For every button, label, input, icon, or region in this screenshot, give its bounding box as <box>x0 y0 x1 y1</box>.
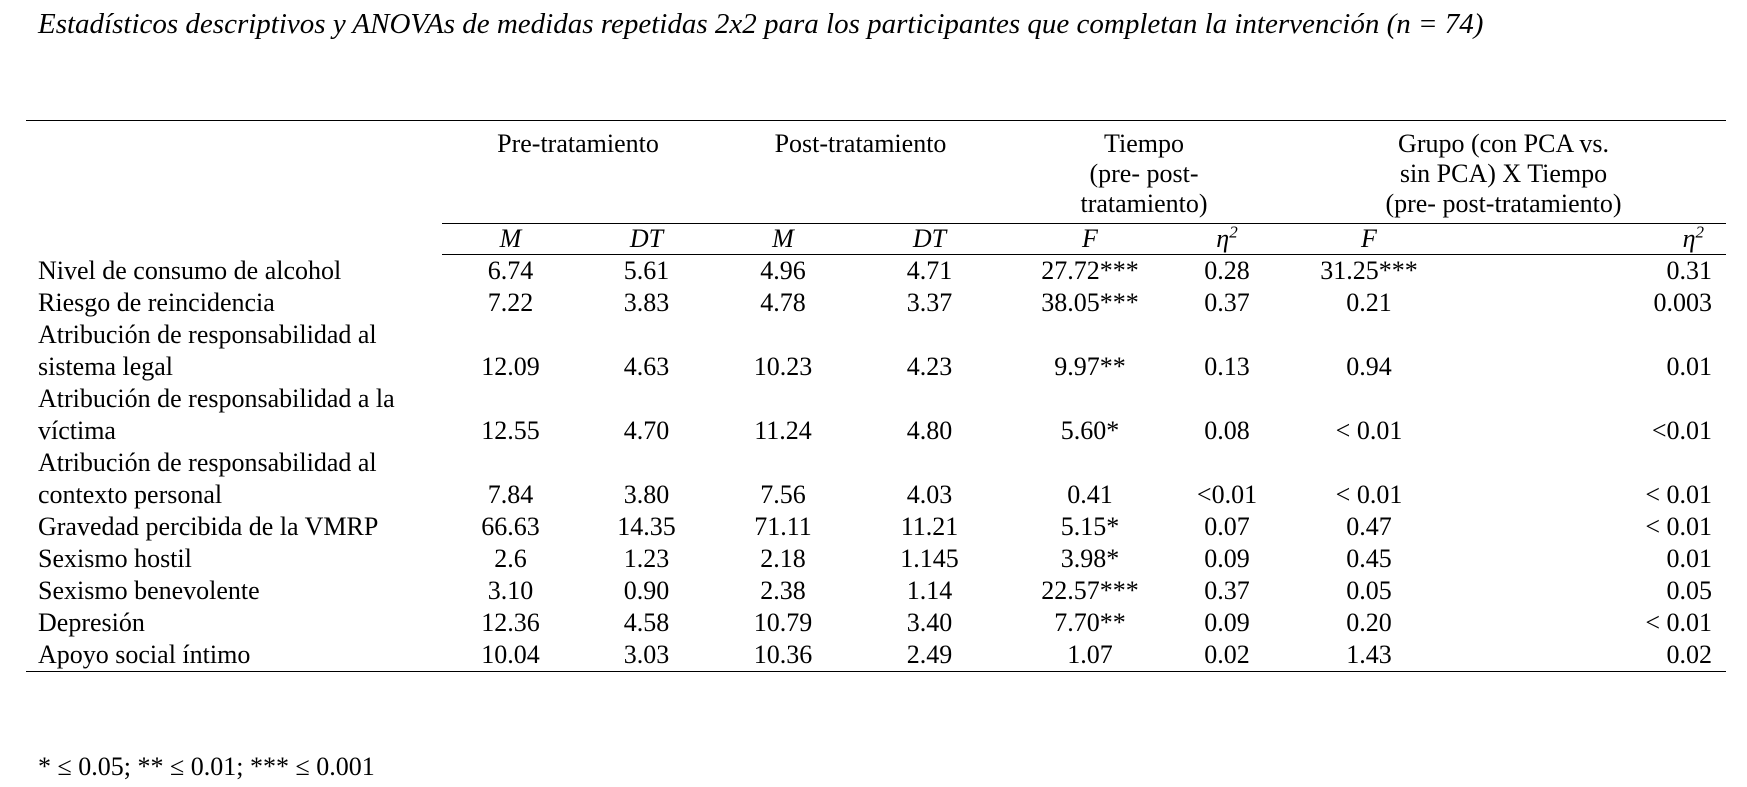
header-group-pre <box>442 121 714 224</box>
significance-note: * ≤ 0.05; ** ≤ 0.01; *** ≤ 0.001 <box>38 752 375 781</box>
cell-eta-interaccion: 0.01 <box>1666 544 1712 573</box>
row-label: Atribución de responsabilidad a la víctima <box>38 384 395 445</box>
cell-dt-post: 1.14 <box>906 576 953 605</box>
cell-f-tiempo: 9.97** <box>1054 352 1126 381</box>
cell-eta-tiempo: 0.08 <box>1204 416 1250 445</box>
cell-f-tiempo: 27.72*** <box>1041 256 1139 285</box>
cell-dt-pre: 4.63 <box>623 352 670 381</box>
row-label: Sexismo hostil <box>38 544 192 573</box>
header-empty-cell <box>26 121 442 224</box>
table-row <box>26 511 1726 543</box>
cell-dt-post: 4.03 <box>906 480 953 509</box>
cell-eta-tiempo: 0.13 <box>1204 352 1250 381</box>
cell-f-tiempo: 5.60* <box>1060 416 1120 445</box>
header-group-post <box>714 121 1007 224</box>
cell-f-interaccion: 1.43 <box>1281 639 1457 672</box>
cell-dt-pre: 0.90 <box>623 576 670 605</box>
cell-eta-interaccion: < 0.01 <box>1645 608 1712 637</box>
table-row <box>26 383 1726 447</box>
cell-eta-tiempo: 0.37 <box>1204 576 1250 605</box>
eta-superscript: 2 <box>1229 222 1238 242</box>
cell-eta-tiempo: 0.07 <box>1204 512 1250 541</box>
cell-m-post: 7.56 <box>760 480 806 509</box>
header-group-tiempo-line-2: (pre- post- <box>1089 159 1199 188</box>
cell-eta-interaccion: <0.01 <box>1651 416 1712 445</box>
cell-f-tiempo: 1.07 <box>1007 639 1173 672</box>
header-stat-row <box>26 224 1726 255</box>
header-stat-eta-tiempo <box>1173 224 1281 255</box>
cell-f-tiempo: 7.70** <box>1054 608 1126 637</box>
cell-eta-interaccion: 0.02 <box>1457 639 1726 672</box>
cell-f-interaccion: 31.25*** <box>1320 256 1418 285</box>
header-group-interaccion-line-2: sin PCA) X Tiempo <box>1399 159 1608 188</box>
cell-f-interaccion: 0.45 <box>1346 544 1392 573</box>
cell-eta-interaccion: 0.05 <box>1666 576 1712 605</box>
cell-f-interaccion: < 0.01 <box>1335 416 1403 445</box>
row-label: Nivel de consumo de alcohol <box>38 256 342 285</box>
cell-m-pre: 12.55 <box>481 416 540 445</box>
cell-dt-pre: 14.35 <box>617 512 676 541</box>
cell-dt-pre: 3.80 <box>623 480 670 509</box>
row-label: Atribución de responsabilidad al sistema legal <box>38 320 377 381</box>
cell-eta-interaccion: 0.01 <box>1666 352 1712 381</box>
cell-eta-tiempo: 0.02 <box>1173 639 1281 672</box>
cell-dt-post: 3.37 <box>906 288 953 317</box>
header-group-row <box>26 121 1726 224</box>
header-group-post-line: Post-tratamiento <box>774 129 947 158</box>
cell-m-post: 10.23 <box>753 352 813 381</box>
cell-f-interaccion: 0.20 <box>1346 608 1392 637</box>
row-label: Atribución de responsabilidad al contexto personal <box>38 448 377 509</box>
cell-m-pre: 7.22 <box>487 288 534 317</box>
cell-dt-post: 2.49 <box>852 639 1007 672</box>
cell-f-interaccion: 0.05 <box>1346 576 1392 605</box>
cell-dt-pre: 4.58 <box>623 608 670 637</box>
header-group-tiempo-line-1: Tiempo <box>1104 129 1184 158</box>
row-label: Riesgo de reincidencia <box>38 288 275 317</box>
cell-dt-post: 1.145 <box>900 544 959 573</box>
cell-dt-post: 4.80 <box>906 416 953 445</box>
row-label: Gravedad percibida de la VMRP <box>38 512 379 541</box>
header-stat-dt-post: DT <box>852 224 1007 255</box>
cell-f-interaccion: 0.47 <box>1346 512 1392 541</box>
cell-eta-interaccion: 0.31 <box>1666 256 1712 285</box>
cell-m-pre: 3.10 <box>487 576 534 605</box>
cell-f-tiempo: 5.15* <box>1060 512 1120 541</box>
cell-eta-tiempo: 0.37 <box>1204 288 1250 317</box>
cell-eta-tiempo: <0.01 <box>1196 480 1258 509</box>
cell-m-post: 4.78 <box>760 288 806 317</box>
cell-f-tiempo: 38.05*** <box>1041 288 1139 317</box>
cell-m-pre: 6.74 <box>487 256 534 285</box>
header-group-tiempo-line-3: tratamiento) <box>1080 189 1208 218</box>
header-stat-dt-pre: DT <box>579 224 714 255</box>
cell-dt-post: 3.40 <box>906 608 953 637</box>
header-stat-m-post: M <box>714 224 852 255</box>
cell-dt-post: 4.71 <box>906 256 953 285</box>
cell-dt-pre: 1.23 <box>623 544 670 573</box>
cell-dt-pre: 4.70 <box>623 416 670 445</box>
cell-f-tiempo: 0.41 <box>1067 480 1113 509</box>
cell-f-interaccion: 0.21 <box>1346 288 1392 317</box>
cell-m-post: 71.11 <box>754 512 812 541</box>
cell-dt-post: 4.23 <box>906 352 953 381</box>
cell-f-interaccion: < 0.01 <box>1335 480 1403 509</box>
cell-dt-pre: 3.03 <box>579 639 714 672</box>
cell-eta-interaccion: < 0.01 <box>1645 512 1712 541</box>
row-label: Sexismo benevolente <box>38 576 260 605</box>
cell-f-tiempo: 3.98* <box>1060 544 1120 573</box>
cell-m-post: 10.79 <box>753 608 813 637</box>
header-stat-m-pre: M <box>442 224 579 255</box>
cell-m-post: 2.38 <box>760 576 806 605</box>
cell-eta-interaccion: < 0.01 <box>1645 480 1712 509</box>
cell-dt-post: 11.21 <box>900 512 959 541</box>
cell-m-post: 11.24 <box>754 416 812 445</box>
table-caption: Estadísticos descriptivos y ANOVAs de medidas repetidas 2x2 para los participantes que completan la intervención (n = 74) <box>38 8 1484 40</box>
cell-eta-tiempo: 0.09 <box>1204 608 1250 637</box>
cell-m-post: 2.18 <box>760 544 806 573</box>
table-row <box>26 447 1726 511</box>
table-row <box>26 255 1726 288</box>
eta-superscript: 2 <box>1695 222 1704 242</box>
header-group-interaccion <box>1281 121 1726 224</box>
cell-m-pre: 7.84 <box>487 480 534 509</box>
table-row <box>26 575 1726 607</box>
table-body <box>26 255 1726 672</box>
cell-m-pre: 10.04 <box>442 639 579 672</box>
table-row <box>26 607 1726 639</box>
row-label: Apoyo social íntimo <box>26 639 442 672</box>
header-stat-f-tiempo: F <box>1007 224 1173 255</box>
cell-eta-tiempo: 0.09 <box>1204 544 1250 573</box>
header-empty-cell <box>26 224 442 255</box>
header-group-tiempo <box>1007 121 1281 224</box>
table-row <box>26 287 1726 319</box>
table-row <box>26 319 1726 383</box>
cell-m-post: 10.36 <box>714 639 852 672</box>
cell-dt-pre: 3.83 <box>623 288 670 317</box>
header-stat-eta-interaccion <box>1457 224 1726 255</box>
cell-f-interaccion: 0.94 <box>1346 352 1392 381</box>
eta-symbol: η <box>1682 224 1696 253</box>
table-row <box>26 543 1726 575</box>
cell-m-pre: 2.6 <box>494 544 527 573</box>
cell-eta-tiempo: 0.28 <box>1204 256 1250 285</box>
cell-dt-pre: 5.61 <box>623 256 670 285</box>
cell-m-pre: 66.63 <box>481 512 540 541</box>
row-label: Depresión <box>38 608 145 637</box>
cell-eta-interaccion: 0.003 <box>1653 288 1712 317</box>
cell-m-post: 4.96 <box>760 256 806 285</box>
table-row <box>26 639 1726 672</box>
eta-symbol: η <box>1216 224 1230 253</box>
cell-m-pre: 12.09 <box>481 352 540 381</box>
header-group-interaccion-line-3: (pre- post-tratamiento) <box>1385 189 1622 218</box>
results-table <box>26 120 1726 672</box>
cell-f-tiempo: 22.57*** <box>1041 576 1139 605</box>
header-group-interaccion-line-1: Grupo (con PCA vs. <box>1398 129 1609 158</box>
cell-m-pre: 12.36 <box>481 608 540 637</box>
header-stat-f-interaccion: F <box>1281 224 1457 255</box>
header-group-pre-line: Pre-tratamiento <box>497 129 659 158</box>
